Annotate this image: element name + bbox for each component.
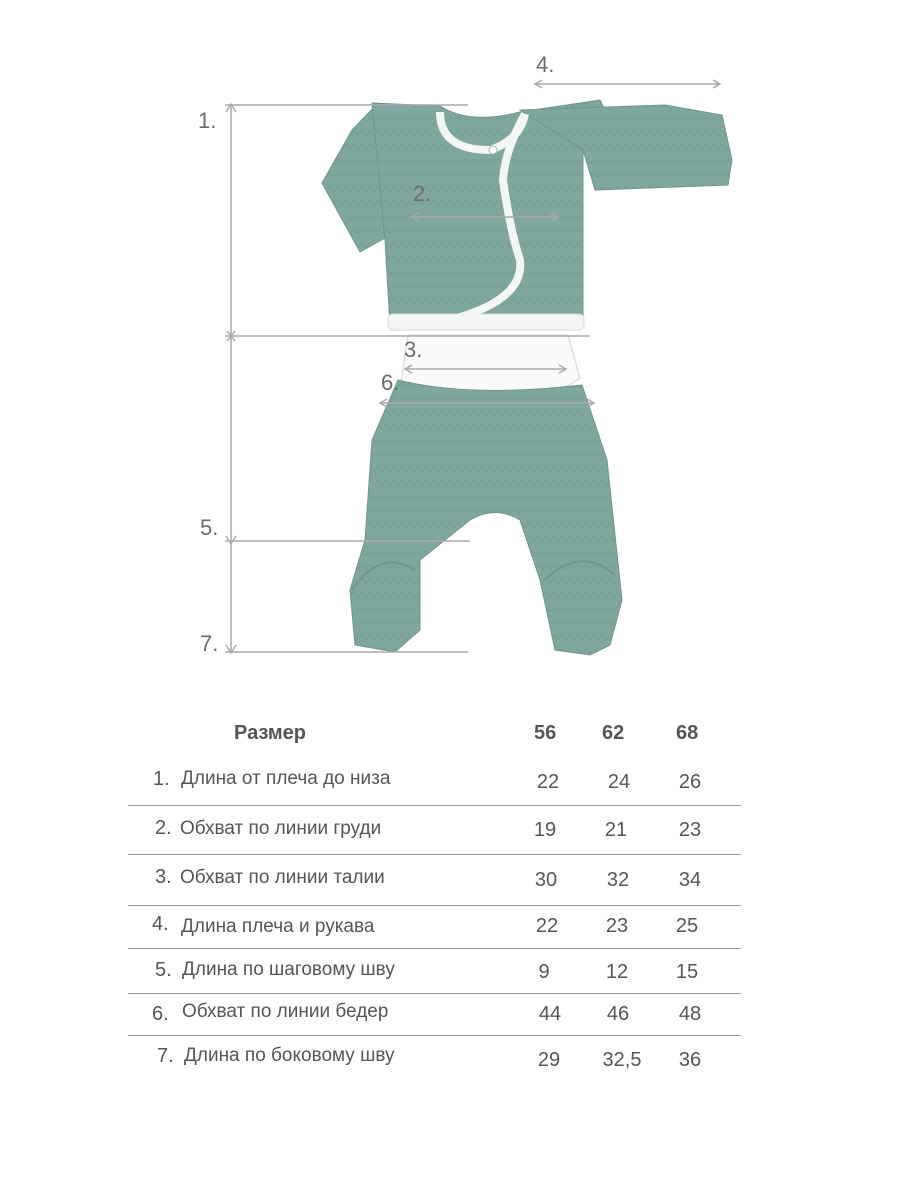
table-row	[128, 1045, 741, 1075]
table-row	[128, 1001, 741, 1031]
row-value-56: 29	[537, 1049, 561, 1071]
row-value-56: 19	[533, 819, 557, 841]
size-header-label: Размер	[234, 722, 307, 744]
row-value-68: 34	[678, 869, 702, 891]
row-label: Обхват по линии талии	[180, 867, 385, 888]
row-number: 6.	[152, 1003, 169, 1025]
row-label: Обхват по линии груди	[180, 818, 382, 839]
row-value-68: 36	[678, 1049, 702, 1071]
row-divider	[128, 905, 741, 906]
row-number: 1.	[153, 768, 170, 790]
row-value-68: 25	[675, 915, 699, 937]
measure-label-1: 1.	[198, 108, 217, 133]
row-number: 5.	[155, 959, 172, 981]
measure-label-3: 3.	[404, 337, 423, 362]
row-value-62: 24	[607, 771, 631, 793]
row-value-56: 30	[534, 869, 558, 891]
measure-label-2: 2.	[413, 181, 432, 206]
row-number: 7.	[157, 1045, 174, 1067]
snap-button	[489, 146, 497, 154]
row-value-62: 23	[605, 915, 629, 937]
row-value-56: 44	[538, 1003, 562, 1025]
row-label: Длина плеча и рукава	[181, 916, 375, 937]
measure-label-6: 6.	[381, 370, 400, 395]
row-value-68: 23	[678, 819, 702, 841]
row-label: Обхват по линии бедер	[182, 1001, 389, 1022]
jacket-hem-band	[388, 314, 584, 330]
table-row	[128, 959, 741, 989]
row-value-62: 32	[606, 869, 630, 891]
size-header-56: 56	[534, 722, 557, 744]
table-row	[128, 913, 741, 943]
table-row	[128, 768, 741, 798]
pants-legs	[350, 380, 622, 655]
row-label: Длина от плеча до низа	[181, 768, 391, 789]
row-value-62: 12	[605, 961, 629, 983]
size-header-68: 68	[676, 722, 699, 744]
row-value-56: 22	[535, 915, 559, 937]
row-label: Длина по шаговому шву	[182, 959, 395, 980]
row-value-62: 46	[606, 1003, 630, 1025]
row-number: 2.	[155, 817, 172, 839]
row-value-68: 48	[678, 1003, 702, 1025]
row-number: 4.	[152, 913, 169, 935]
row-divider	[128, 1035, 741, 1036]
row-divider	[128, 805, 741, 806]
table-row	[128, 866, 741, 896]
measure-label-5: 5.	[200, 515, 219, 540]
row-divider	[128, 948, 741, 949]
row-value-56: 9	[538, 961, 550, 983]
row-value-68: 26	[678, 771, 702, 793]
size-header-62: 62	[602, 722, 625, 744]
measure-label-7: 7.	[200, 631, 219, 656]
measure-label-4: 4.	[536, 52, 555, 77]
row-value-56: 22	[536, 771, 560, 793]
row-divider	[128, 854, 741, 855]
row-number: 3.	[155, 866, 172, 888]
jacket	[322, 100, 732, 330]
row-value-68: 15	[675, 961, 699, 983]
row-divider	[128, 993, 741, 994]
row-value-62: 21	[604, 819, 628, 841]
row-label: Длина по боковому шву	[184, 1045, 395, 1066]
table-row	[128, 817, 741, 847]
row-value-62: 32,5	[602, 1049, 642, 1071]
